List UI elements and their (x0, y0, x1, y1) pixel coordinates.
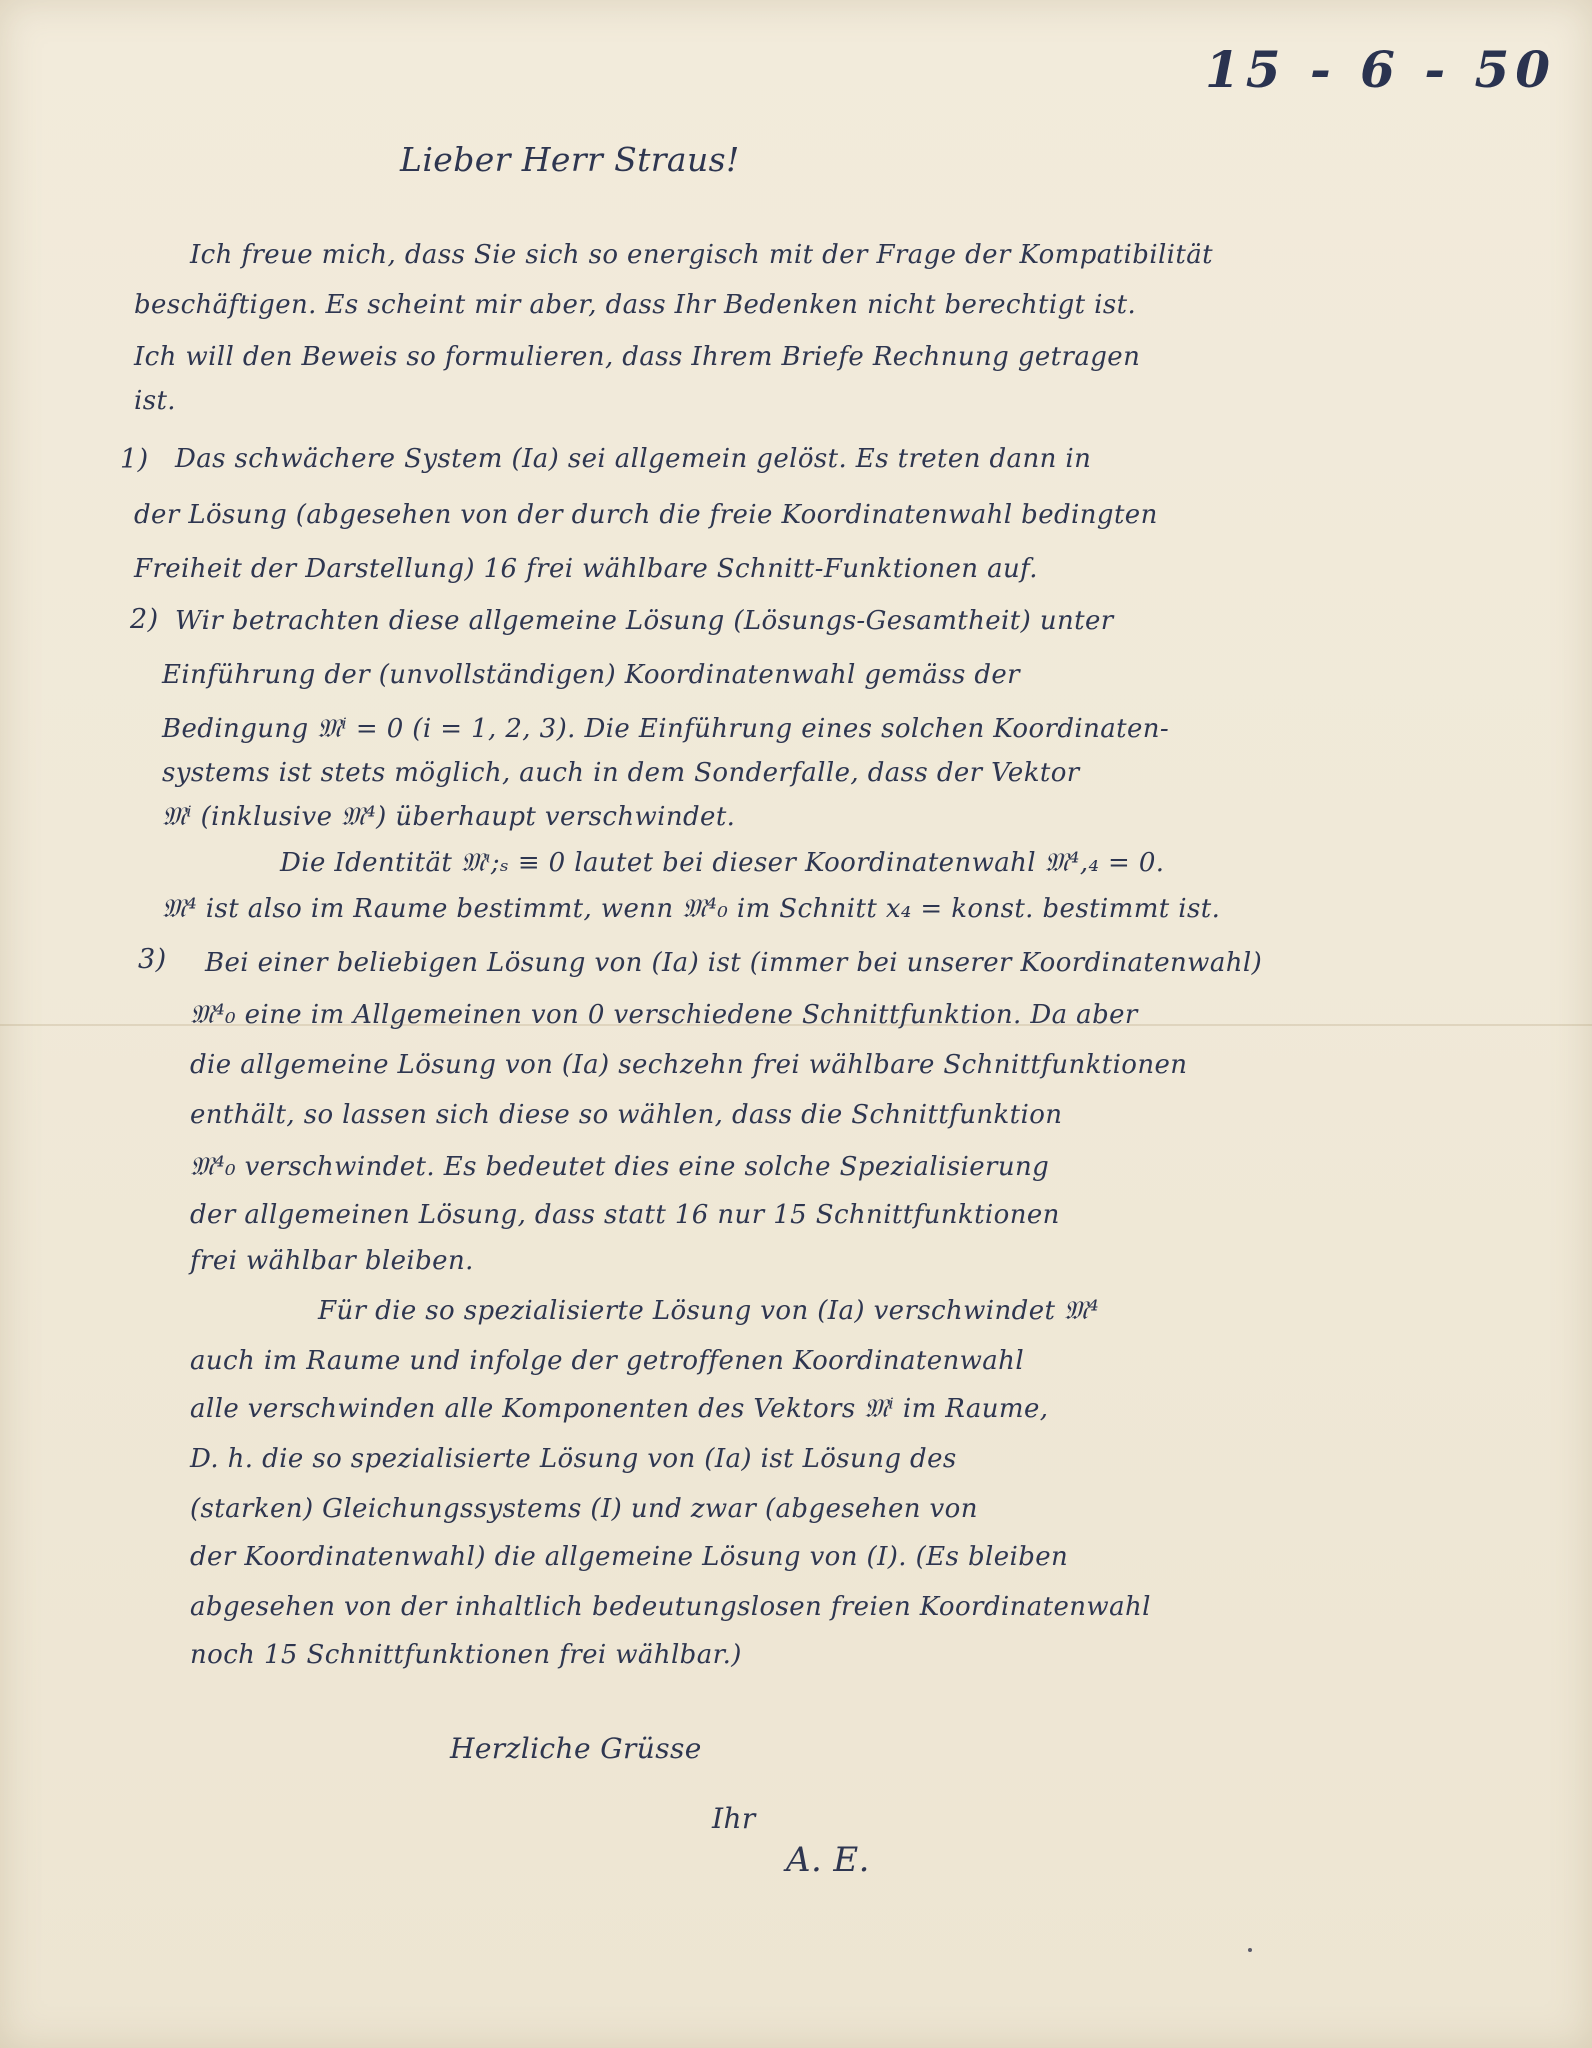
point-3-line-7: frei wählbar bleiben. (190, 1246, 474, 1276)
point-3-cont-line-2: auch im Raume und infolge der getroffenen Koordinatenwahl (190, 1346, 1025, 1376)
point-2-cont-line-1: Die Identität 𝔐ᶥ;ₛ ≡ 0 lautet bei dieser Koordinatenwahl 𝔐⁴,₄ = 0. (280, 848, 1165, 878)
intro-line-4: ist. (134, 386, 176, 416)
point-3-number: 3) (138, 944, 167, 975)
salutation: Lieber Herr Straus! (400, 140, 740, 179)
point-1-line-1: Das schwächere System (Ia) sei allgemein gelöst. Es treten dann in (175, 444, 1092, 474)
point-1-line-2: der Lösung (abgesehen von der durch die freie Koordinatenwahl bedingten (134, 500, 1158, 530)
point-2-line-5: 𝔐ⁱ (inklusive 𝔐⁴) überhaupt verschwindet. (162, 802, 736, 832)
point-2-line-2: Einführung der (unvollständigen) Koordinatenwahl gemäss der (162, 660, 1021, 690)
point-2-number: 2) (130, 604, 159, 635)
point-3-cont-line-6: der Koordinatenwahl) die allgemeine Lösung von (I). (Es bleiben (190, 1542, 1069, 1572)
closing-ihr: Ihr (712, 1802, 756, 1835)
point-3-line-5: 𝔐⁴₀ verschwindet. Es bedeutet dies eine solche Spezialisierung (190, 1152, 1050, 1182)
intro-line-1: Ich freue mich, dass Sie sich so energisch mit der Frage der Kompatibilität (190, 240, 1213, 270)
point-1-line-3: Freiheit der Darstellung) 16 frei wählbare Schnitt-Funktionen auf. (134, 554, 1038, 584)
letter-date: 15 - 6 - 50 (1205, 40, 1557, 99)
intro-line-3: Ich will den Beweis so formulieren, dass Ihrem Briefe Rechnung getragen (134, 342, 1141, 372)
point-2-line-1: Wir betrachten diese allgemeine Lösung (Lösungs-Gesamtheit) unter (175, 606, 1114, 636)
point-2-cont-line-2: 𝔐⁴ ist also im Raume bestimmt, wenn 𝔐⁴₀ im Schnitt x₄ = konst. bestimmt ist. (162, 894, 1221, 924)
point-3-cont-line-1: Für die so spezialisierte Lösung von (Ia) verschwindet 𝔐⁴ (318, 1296, 1100, 1326)
intro-line-2: beschäftigen. Es scheint mir aber, dass Ihr Bedenken nicht berechtigt ist. (134, 290, 1137, 320)
point-2-line-4: systems ist stets möglich, auch in dem Sonderfalle, dass der Vektor (162, 758, 1080, 788)
point-2-line-3: Bedingung 𝔐ⁱ = 0 (i = 1, 2, 3). Die Einführung eines solchen Koordinaten- (162, 714, 1170, 744)
point-1-number: 1) (120, 444, 149, 475)
point-3-line-4: enthält, so lassen sich diese so wählen, dass die Schnittfunktion (190, 1100, 1063, 1130)
point-3-cont-line-8: noch 15 Schnittfunktionen frei wählbar.) (190, 1640, 742, 1670)
point-3-cont-line-7: abgesehen von der inhaltlich bedeutungslosen freien Koordinatenwahl (190, 1592, 1151, 1622)
point-3-line-6: der allgemeinen Lösung, dass statt 16 nur 15 Schnittfunktionen (190, 1200, 1060, 1230)
point-3-line-1: Bei einer beliebigen Lösung von (Ia) ist (immer bei unserer Koordinatenwahl) (205, 948, 1263, 978)
signature: A. E. (786, 1840, 870, 1880)
point-3-cont-line-3: alle verschwinden alle Komponenten des Vektors 𝔐ⁱ im Raume, (190, 1394, 1049, 1424)
point-3-line-2: 𝔐⁴₀ eine im Allgemeinen von 0 verschiedene Schnittfunktion. Da aber (190, 1000, 1138, 1030)
closing-greeting: Herzliche Grüsse (450, 1732, 702, 1765)
paper-speck (1248, 1948, 1252, 1952)
point-3-cont-line-4: D. h. die so spezialisierte Lösung von (Ia) ist Lösung des (190, 1444, 957, 1474)
point-3-line-3: die allgemeine Lösung von (Ia) sechzehn frei wählbare Schnittfunktionen (190, 1050, 1188, 1080)
point-3-cont-line-5: (starken) Gleichungssystems (I) und zwar (abgesehen von (190, 1494, 978, 1524)
